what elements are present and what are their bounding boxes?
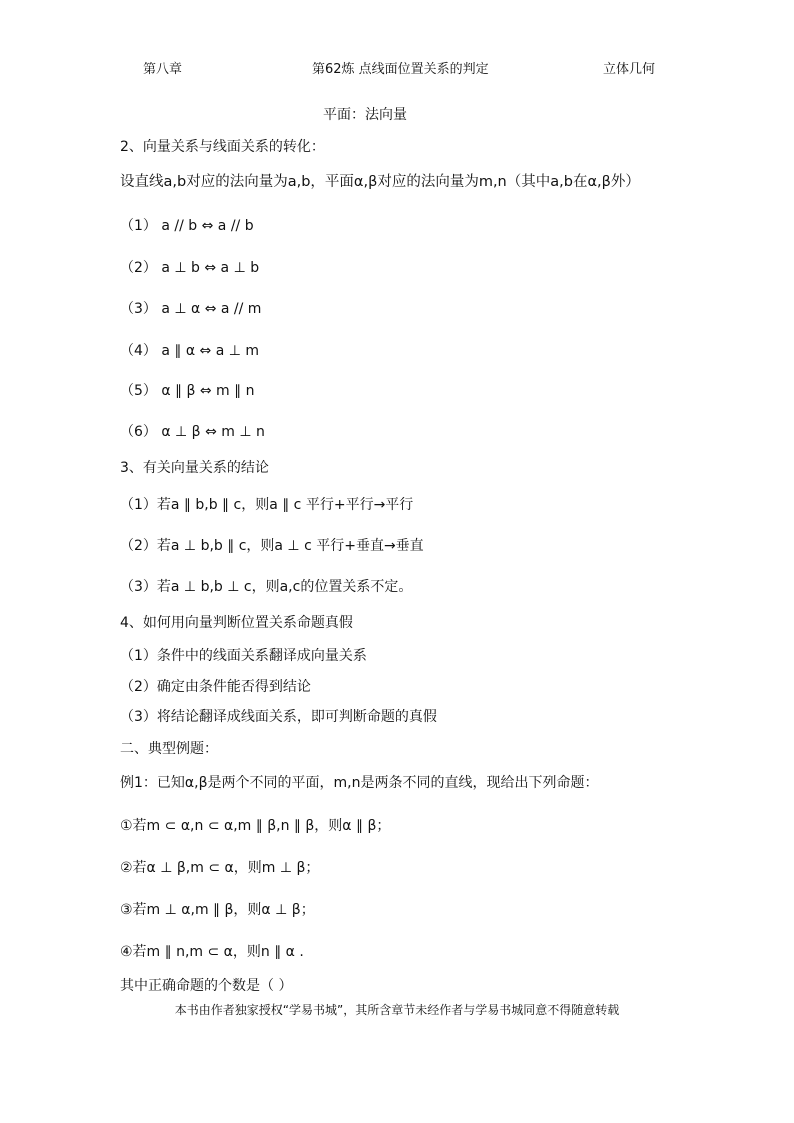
section-2-item-6: （6） α ⊥ β ⇔ m ⊥ n [120, 424, 265, 440]
section-4-item-1: （1）条件中的线面关系翻译成向量关系 [120, 648, 367, 664]
section-3-item-3: （3）若a ⊥ b,b ⊥ c，则a,c的位置关系不定。 [120, 579, 413, 595]
proposition-3: ③若m ⊥ α,m ∥ β，则α ⊥ β； [120, 902, 315, 918]
section-4-title: 4、如何用向量判断位置关系命题真假 [120, 615, 353, 631]
section-4-item-2: （2）确定由条件能否得到结论 [120, 679, 311, 695]
copyright-footer: 本书由作者独家授权“学易书城”，其所含章节未经作者与学易书城同意不得随意转载 [174, 1003, 620, 1017]
examples-title: 二、典型例题： [120, 741, 218, 757]
page-subtitle: 平面：法向量 [323, 107, 407, 123]
section-2-item-3: （3） a ⊥ α ⇔ a // m [120, 301, 262, 317]
proposition-1: ①若m ⊂ α,n ⊂ α,m ∥ β,n ∥ β，则α ∥ β； [120, 818, 391, 834]
section-4-item-3: （3）将结论翻译成线面关系，即可判断命题的真假 [120, 709, 437, 725]
example-1-question: 其中正确命题的个数是（ ） [120, 978, 293, 994]
section-3-item-2: （2）若a ⊥ b,b ∥ c，则a ⊥ c 平行+垂直→垂直 [120, 538, 424, 554]
section-2-item-1: （1） a // b ⇔ a // b [120, 218, 254, 234]
section-3-item-1: （1）若a ∥ b,b ∥ c，则a ∥ c 平行+平行→平行 [120, 497, 414, 513]
section-2-item-4: （4） a ∥ α ⇔ a ⊥ m [120, 343, 260, 359]
header-chapter: 第八章 [143, 62, 183, 77]
proposition-4: ④若m ∥ n,m ⊂ α，则n ∥ α . [120, 944, 304, 960]
section-2-item-5: （5） α ∥ β ⇔ m ∥ n [120, 383, 255, 399]
section-2-title: 2、向量关系与线面关系的转化： [120, 139, 325, 155]
example-1-statement: 例1：已知α,β是两个不同的平面，m,n是两条不同的直线，现给出下列命题： [120, 775, 599, 791]
section-2-intro: 设直线a,b对应的法向量为a,b，平面α,β对应的法向量为m,n（其中a,b在α,β外） [120, 174, 640, 190]
section-3-title: 3、有关向量关系的结论 [120, 460, 269, 476]
proposition-2: ②若α ⊥ β,m ⊂ α，则m ⊥ β； [120, 860, 320, 876]
header-subject: 立体几何 [603, 62, 656, 77]
section-2-item-2: （2） a ⊥ b ⇔ a ⊥ b [120, 260, 260, 276]
header-lesson-title: 第62炼 点线面位置关系的判定 [312, 62, 489, 77]
